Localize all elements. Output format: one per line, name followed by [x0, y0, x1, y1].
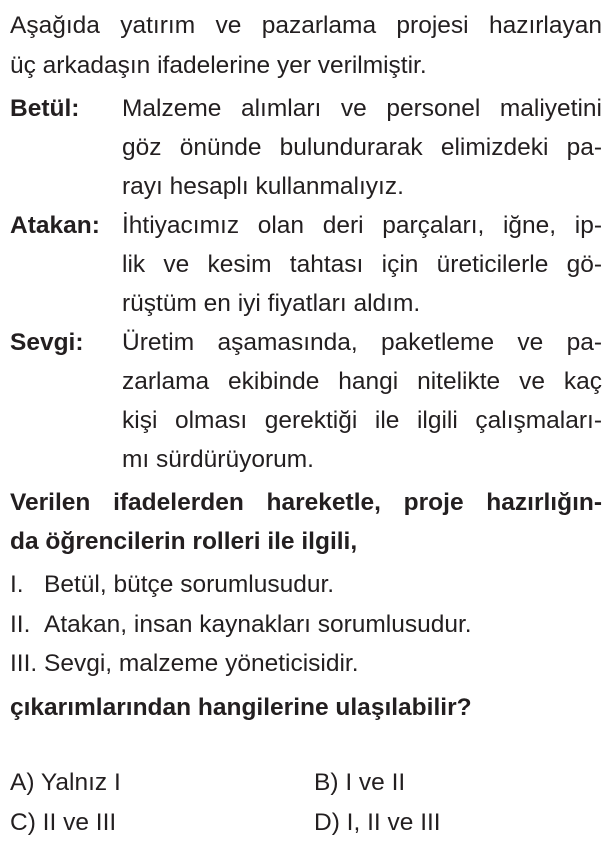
intro-line-1: Aşağıda yatırım ve pazarlama projesi hazırlayan	[10, 12, 602, 39]
speaker-sevgi: Sevgi:	[10, 329, 84, 356]
statement-3-number: III.	[10, 650, 38, 677]
option-a-label: A)	[10, 769, 35, 796]
statement-2-number: II.	[10, 611, 31, 638]
option-b-label: B)	[314, 769, 339, 796]
speaker-betul: Betül:	[10, 95, 80, 122]
atakan-line-1: İhtiyacımız olan deri parçaları, iğne, ip-	[122, 212, 602, 239]
option-b[interactable]	[314, 771, 405, 796]
betul-line-2: göz önünde bulundurarak elimizdeki pa-	[122, 134, 602, 161]
statement-1-text: Betül, bütçe sorumlusudur.	[44, 571, 335, 598]
sevgi-line-4: mı sürdürüyorum.	[122, 446, 314, 473]
intro-line-2: üç arkadaşın ifadelerine yer verilmiştir.	[10, 52, 427, 79]
atakan-line-3: rüştüm en iyi fiyatları aldım.	[122, 290, 421, 317]
question-line-2: da öğrencilerin rolleri ile ilgili,	[10, 528, 358, 555]
option-c-text: II ve III	[42, 809, 117, 836]
sevgi-line-3: kişi olması gerektiği ile ilgili çalışmaları-	[122, 407, 602, 434]
conclusion: çıkarımlarından hangilerine ulaşılabilir?	[10, 694, 472, 721]
statement-1-number: I.	[10, 571, 24, 598]
speaker-atakan: Atakan:	[10, 212, 100, 239]
option-d-label: D)	[314, 809, 340, 836]
atakan-line-2: lik ve kesim tahtası için üreticilerle gö-	[122, 251, 602, 278]
question-line-1: Verilen ifadelerden hareketle, proje hazırlığın-	[10, 489, 602, 516]
sevgi-line-2: zarlama ekibinde hangi nitelikte ve kaç	[122, 368, 602, 395]
option-a-text: Yalnız I	[40, 769, 121, 796]
betul-line-3: rayı hesaplı kullanmalıyız.	[122, 173, 404, 200]
option-d[interactable]	[314, 811, 441, 836]
option-b-text: I ve II	[345, 769, 406, 796]
option-d-text: I, II ve III	[346, 809, 441, 836]
statement-2-text: Atakan, insan kaynakları sorumlusudur.	[44, 611, 472, 638]
betul-line-1: Malzeme alımları ve personel maliyetini	[122, 95, 602, 122]
option-c-label: C)	[10, 809, 36, 836]
statement-3-text: Sevgi, malzeme yöneticisidir.	[44, 650, 359, 677]
sevgi-line-1: Üretim aşamasında, paketleme ve pa-	[122, 329, 602, 356]
option-c[interactable]	[10, 811, 116, 836]
option-a[interactable]	[10, 771, 121, 796]
